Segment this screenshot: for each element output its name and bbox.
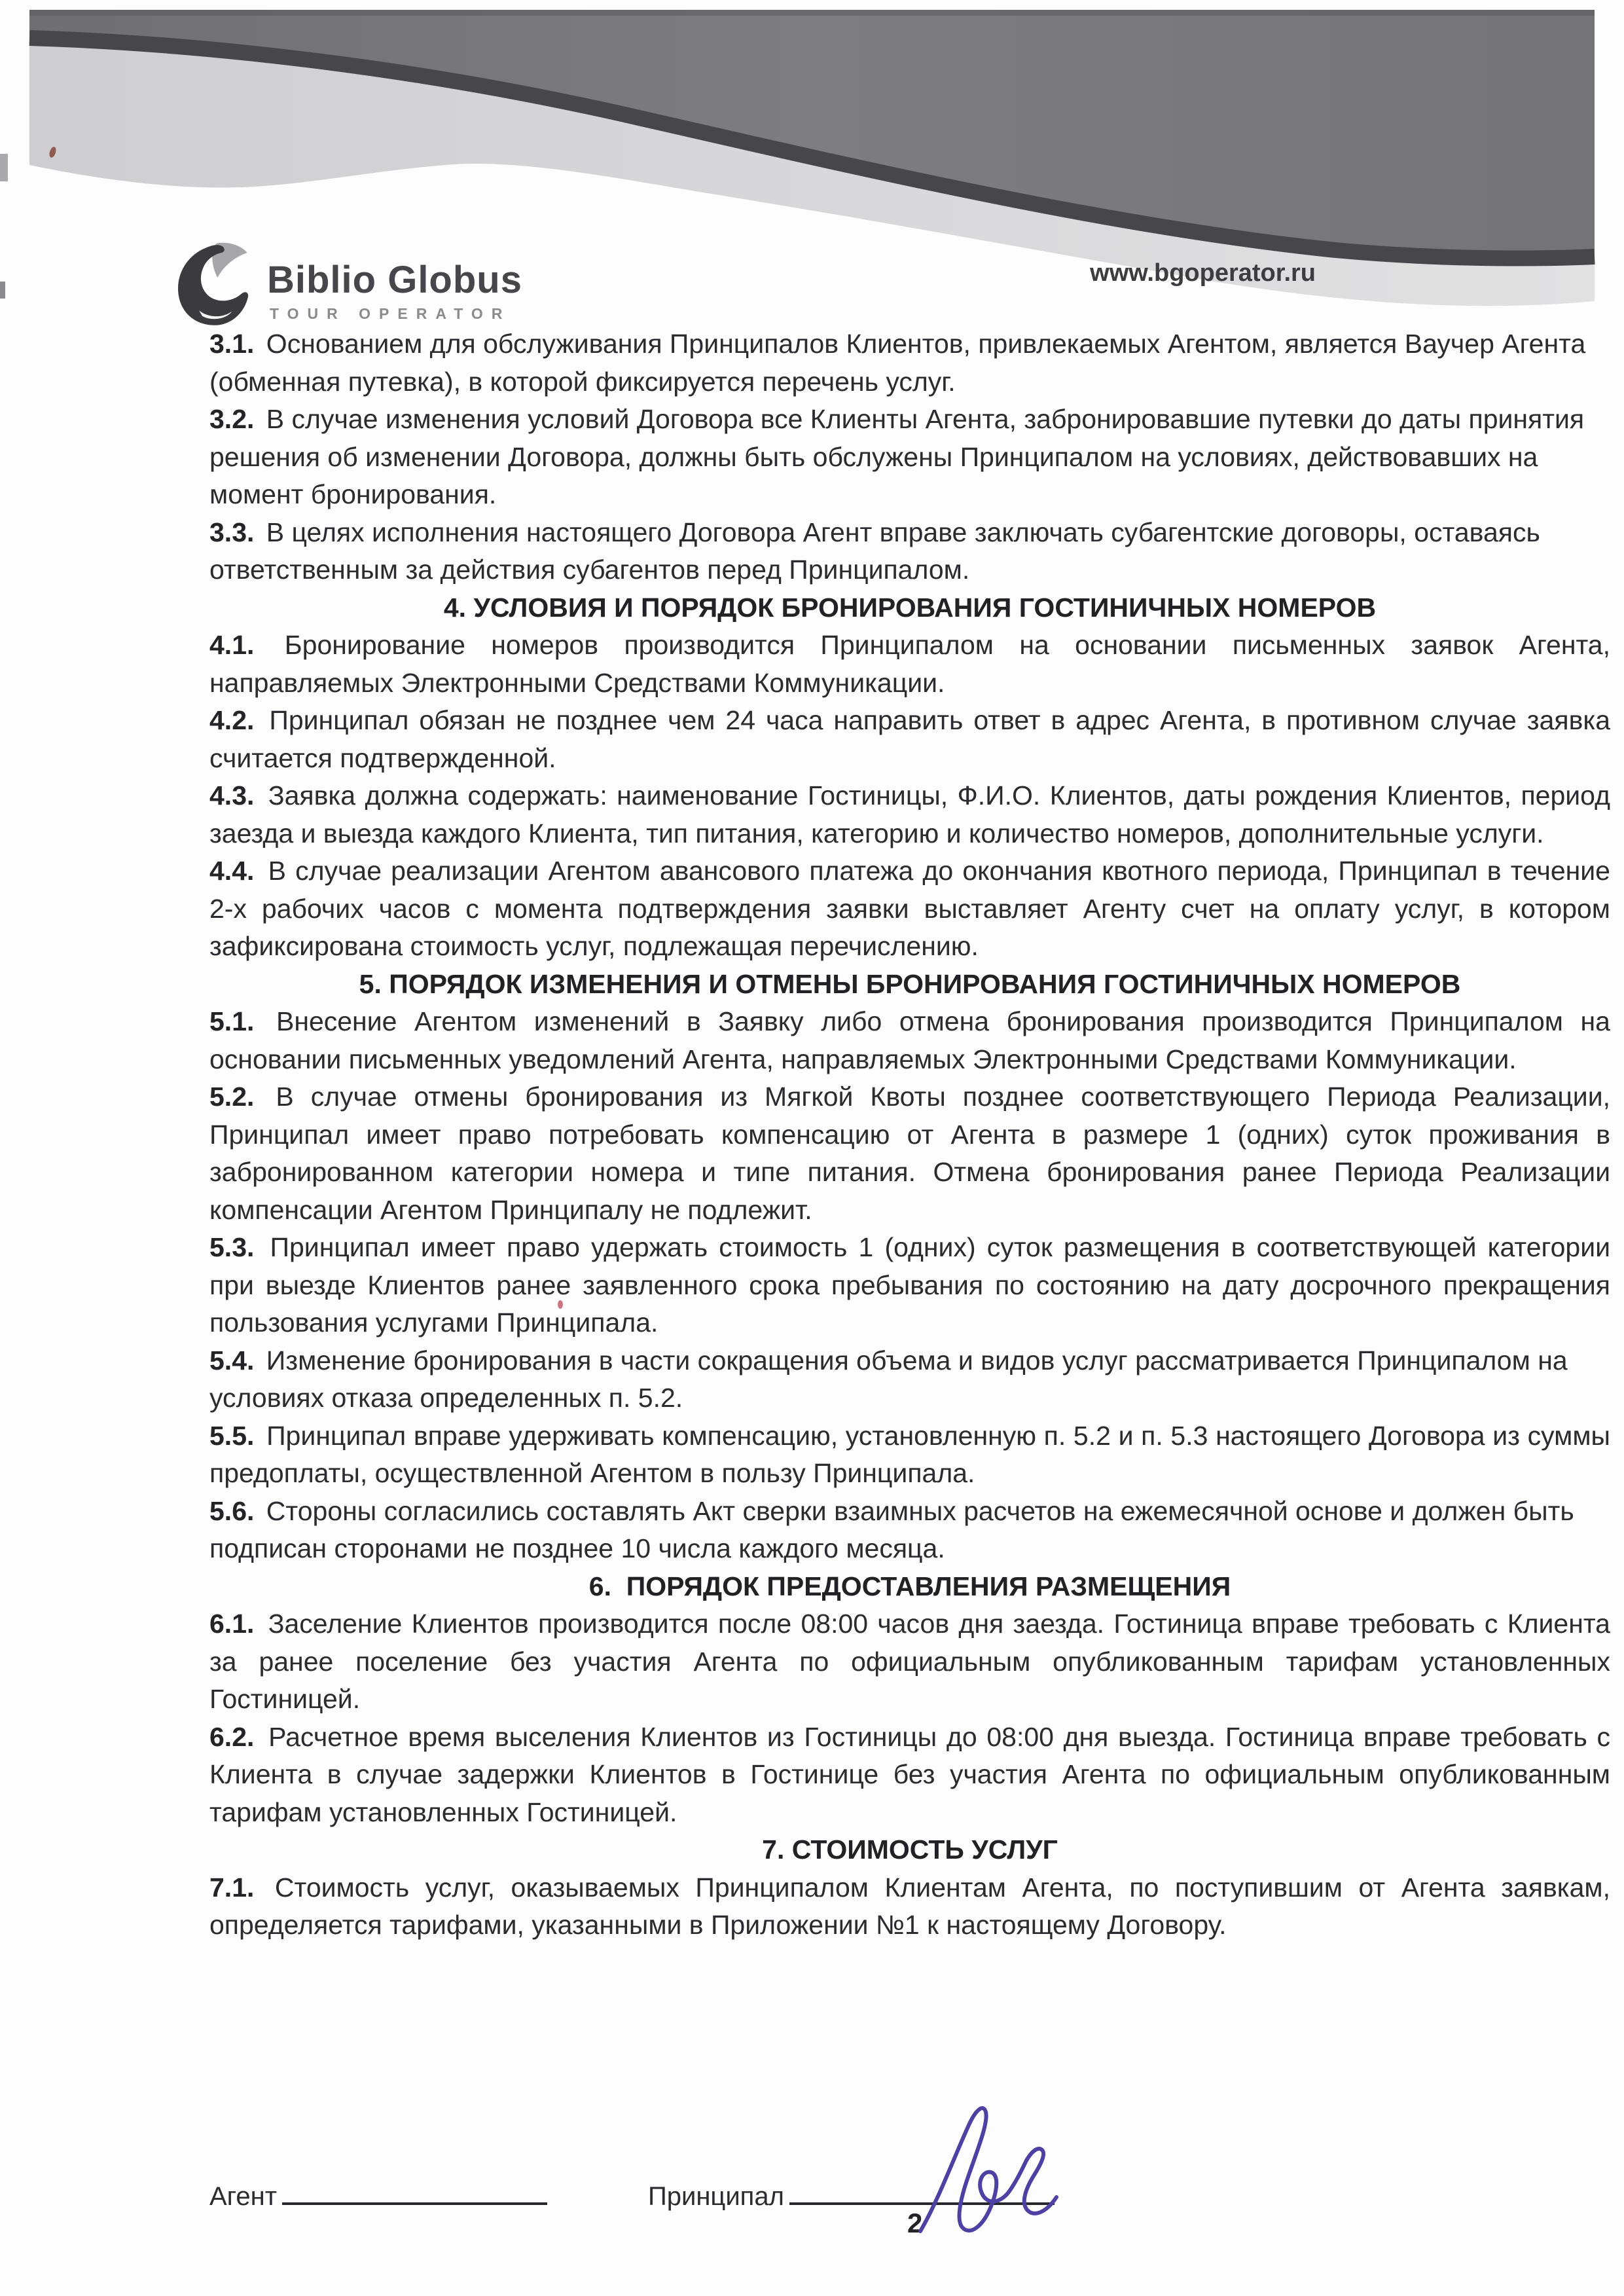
clause-3-3: 3.3. В целях исполнения настоящего Договора Агент вправе заключать субагентские договоры, оставаясь ответственным за действия субагентов перед Принципалом. xyxy=(209,517,1540,585)
clause-5-2: 5.2. В случае отмены бронирования из Мягкой Квоты позднее соответствующего Периода Реализации, Принципал имеет право потребовать компенсацию от Агента в размере 1 (одних) суток проживания в забронированном категории номера и типе питания. Отмена бронирования ранее Периода Реализации компенсации Агентом Принципалу не подлежит. xyxy=(209,1082,1610,1225)
clause-4-4: 4.4. В случае реализации Агентом авансового платежа до окончания квотного периода, Принципал в течение 2-х рабочих часов с момента подтверждения заявки выставляет Агенту счет на оплату услуг, в котором зафиксирована стоимость услуг, подлежащая перечислению. xyxy=(209,856,1610,961)
clause-5-5: 5.5. Принципал вправе удерживать компенсацию, установленную п. 5.2 и п. 5.3 настоящего Договора из суммы предоплаты, осуществленной Агентом в пользу Принципала. xyxy=(209,1420,1610,1488)
agent-signature-line xyxy=(282,2175,547,2205)
header xyxy=(170,240,1453,338)
website-url: www.bgoperator.ru xyxy=(1090,259,1316,287)
principal-signature-ink xyxy=(911,2096,1062,2267)
contract-body xyxy=(209,325,1610,1944)
scan-artifact xyxy=(0,154,8,181)
clause-5-3: 5.3. Принципал имеет право удержать стоимость 1 (одних) суток размещения в соответствующей категории при выезде Клиентов ранее заявленного срока пребывания по состоянию на дату досрочного прекращения пользования услугами Принципала. xyxy=(209,1232,1610,1338)
section-5-heading: 5. ПОРЯДОК ИЗМЕНЕНИЯ И ОТМЕНЫ БРОНИРОВАНИЯ ГОСТИНИЧНЫХ НОМЕРОВ xyxy=(359,968,1461,999)
clause-6-1: 6.1. Заселение Клиентов производится после 08:00 часов дня заезда. Гостиница вправе требовать с Клиента за ранее поселение без участия Агента по официальным опубликованным тарифам установленных Гостиницей. xyxy=(209,1609,1610,1714)
wave-top-strip xyxy=(29,10,1595,16)
section-7-heading: 7. СТОИМОСТЬ УСЛУГ xyxy=(762,1834,1058,1865)
clause-4-2: 4.2. Принципал обязан не позднее чем 24 часа направить ответ в адрес Агента, в противном случае заявка считается подтвержденной. xyxy=(209,705,1610,773)
clause-4-3: 4.3. Заявка должна содержать: наименование Гостиницы, Ф.И.О. Клиентов, даты рождения Клиентов, период заезда и выезда каждого Клиента, тип питания, категорию и количество номеров, дополнительные услуги. xyxy=(209,780,1610,848)
section-4-heading: 4. УСЛОВИЯ И ПОРЯДОК БРОНИРОВАНИЯ ГОСТИНИЧНЫХ НОМЕРОВ xyxy=(443,592,1377,623)
biblio-globus-logo-icon xyxy=(171,242,254,333)
brand-tagline: TOUR OPERATOR xyxy=(270,305,511,322)
page-number: 2 xyxy=(907,2208,923,2238)
clause-5-4: 5.4. Изменение бронирования в части сокращения объема и видов услуг рассматривается Принципалом на условиях отказа определенных п. 5.2. xyxy=(209,1345,1568,1413)
clause-5-6: 5.6. Стороны согласились составлять Акт сверки взаимных расчетов на ежемесячной основе и должен быть подписан сторонами не позднее 10 числа каждого месяца. xyxy=(209,1495,1574,1563)
principal-label: Принципал xyxy=(648,2182,784,2211)
section-6-heading: 6. ПОРЯДОК ПРЕДОСТАВЛЕНИЯ РАЗМЕЩЕНИЯ xyxy=(588,1571,1231,1601)
agent-label: Агент xyxy=(209,2182,278,2211)
scan-artifact xyxy=(0,282,5,299)
clause-3-2: 3.2. В случае изменения условий Договора все Клиенты Агента, забронировавшие путевки до даты принятия решения об изменении Договора, должны быть обслужены Принципалом на условиях, действовавших на момент бронирования. xyxy=(209,404,1585,509)
clause-7-1: 7.1. Стоимость услуг, оказываемых Принципалом Клиентам Агента, по поступившим от Агента заявкам, определяется тарифами, указанными в Приложении №1 к настоящему Договору. xyxy=(209,1872,1610,1940)
clause-4-1: 4.1. Бронирование номеров производится Принципалом на основании письменных заявок Агента, направляемых Электронными Средствами Коммуникации. xyxy=(209,630,1610,698)
clause-5-1: 5.1. Внесение Агентом изменений в Заявку либо отмена бронирования производится Принципалом на основании письменных уведомлений Агента, направляемых Электронными Средствами Коммуникации. xyxy=(209,1006,1610,1074)
clause-3-1: 3.1. Основанием для обслуживания Принципалов Клиентов, привлекаемых Агентом, является Ваучер Агента (обменная путевка), в которой фиксируется перечень услуг. xyxy=(209,329,1586,397)
clause-6-2: 6.2. Расчетное время выселения Клиентов из Гостиницы до 08:00 дня выезда. Гостиница вправе требовать с Клиента в случае задержки Клиентов в Гостинице без участия Агента по официальным опубликованным тарифам установленных Гостиницей. xyxy=(209,1721,1610,1827)
agent-signature-field xyxy=(209,2175,547,2212)
brand-name: Biblio Globus xyxy=(267,259,522,301)
